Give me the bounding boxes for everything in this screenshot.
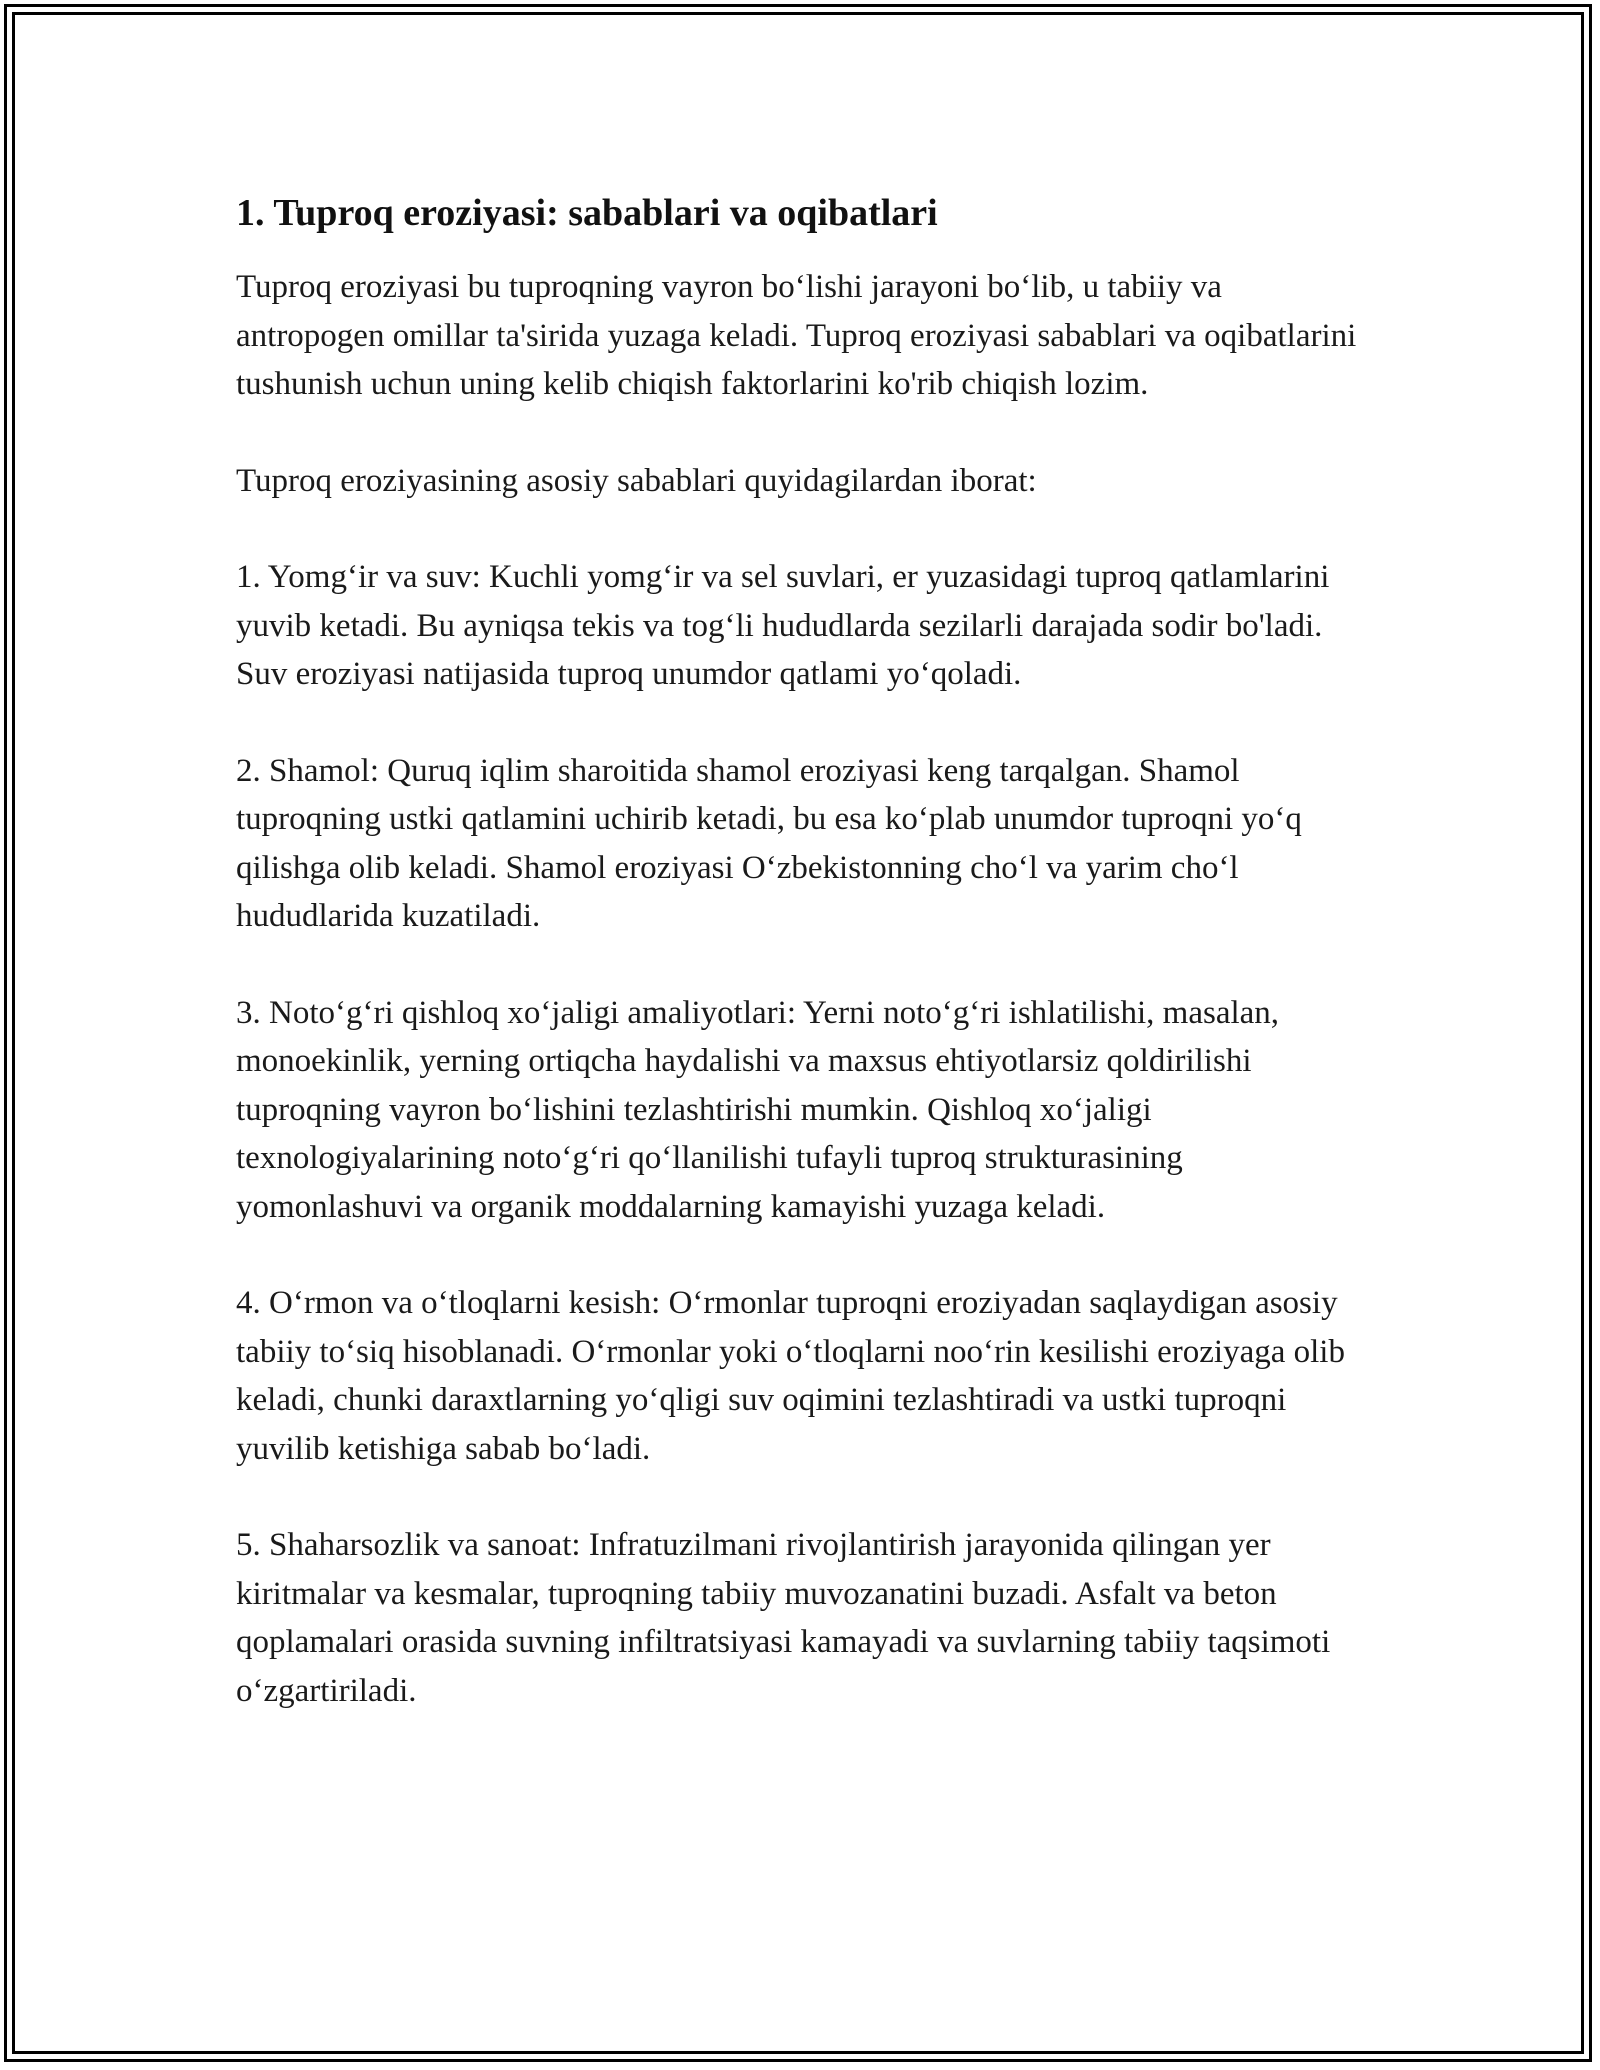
document-body <box>236 185 1376 1763</box>
cause-urbanization-paragraph: 5. Shaharsozlik va sanoat: Infratuzilmani rivojlantirish jarayonida qilingan yer kiritmalar va kesmalar, tuproqning tabiiy muvozanatini buzadi. Asfalt va beton qoplamalari orasida suvning infiltratsiyasi kamayadi va suvlarning tabiiy taqsimoti oʻzgartiriladi. <box>236 1527 1331 1709</box>
cause-deforestation-paragraph: 4. Oʻrmon va oʻtloqlarni kesish: Oʻrmonlar tuproqni eroziyadan saqlaydigan asosiy tabiiy toʻsiq hisoblanadi. Oʻrmonlar yoki oʻtloqlarni nooʻrin kesilishi eroziyaga olib keladi, chunki daraxtlarning yoʻqligi suv oqimini tezlashtiradi va ustki tuproqni yuvilib ketishiga sabab boʻladi. <box>236 1285 1345 1467</box>
intro-paragraph: Tuproq eroziyasi bu tuproqning vayron boʻlishi jarayoni boʻlib, u tabiiy va antropogen omillar ta'sirida yuzaga keladi. Tuproq eroziyasi sabablari va oqibatlarini tushunish uchun uning kelib chiqish faktorlarini ko'rib chiqish lozim. <box>236 269 1357 402</box>
cause-rain-water-paragraph: 1. Yomgʻir va suv: Kuchli yomgʻir va sel suvlari, er yuzasidagi tuproq qatlamlarini yuvib ketadi. Bu ayniqsa tekis va togʻli hududlarda sezilarli darajada sodir bo'ladi. Suv eroziyasi natijasida tuproq unumdor qatlami yoʻqoladi. <box>236 559 1330 692</box>
cause-wind-paragraph: 2. Shamol: Quruq iqlim sharoitida shamol eroziyasi keng tarqalgan. Shamol tuproqning ustki qatlamini uchirib ketadi, bu esa koʻplab unumdor tuproqni yoʻq qilishga olib keladi. Shamol eroziyasi Oʻzbekistonning choʻl va yarim choʻl hududlarida kuzatiladi. <box>236 752 1302 934</box>
causes-intro-paragraph: Tuproq eroziyasining asosiy sabablari quyidagilardan iborat: <box>236 462 1037 499</box>
cause-agriculture-paragraph: 3. Notoʻgʻri qishloq xoʻjaligi amaliyotlari: Yerni notoʻgʻri ishlatilishi, masalan, monoekinlik, yerning ortiqcha haydalishi va maxsus ehtiyotlarsiz qoldirilishi tuproqning vayron boʻlishini tezlashtirishi mumkin. Qishloq xoʻjaligi texnologiyalarining notoʻgʻri qoʻllanilishi tufayli tuproq strukturasining yomonlashuvi va organik moddalarning kamayishi yuzaga keladi. <box>236 994 1280 1225</box>
section-heading: 1. Tuproq eroziyasi: sabablari va oqibatlari <box>236 192 938 234</box>
